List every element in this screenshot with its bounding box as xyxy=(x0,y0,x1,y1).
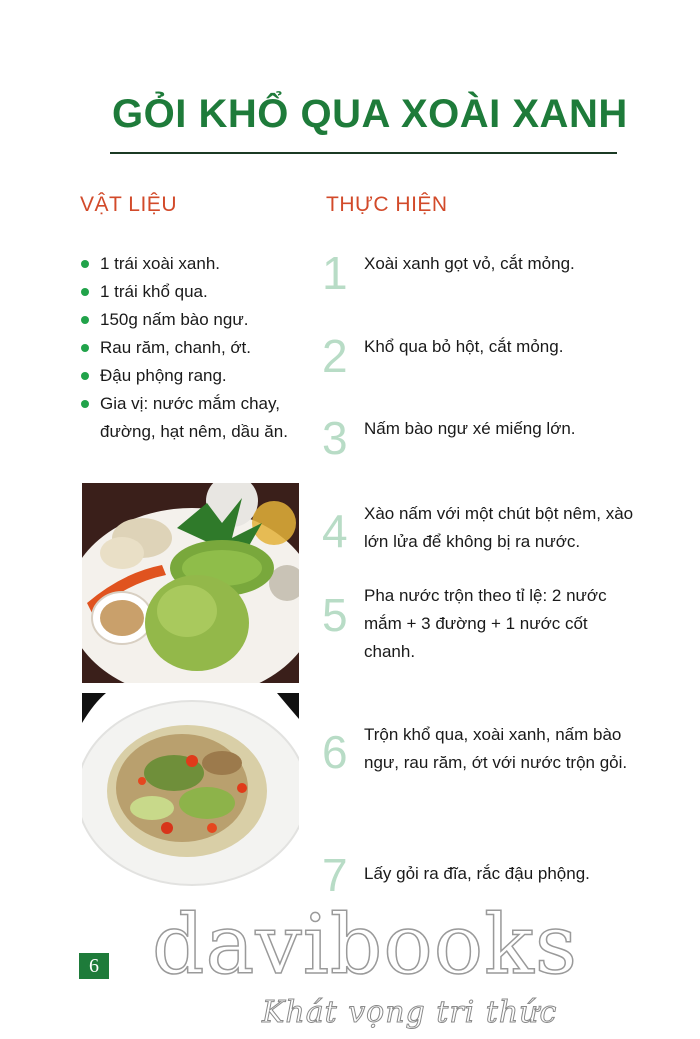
ingredient-item: Rau răm, chanh, ớt. xyxy=(80,334,300,362)
ingredients-list xyxy=(80,250,300,446)
salad-photo xyxy=(82,693,299,886)
ingredient-item: 150g nấm bào ngư. xyxy=(80,306,300,334)
step-number: 4 xyxy=(322,505,348,557)
ingredients-heading: VẬT LIỆU xyxy=(80,193,177,216)
ingredients-photo xyxy=(82,483,299,683)
watermark-tagline: Khát vọng tri thức xyxy=(262,995,558,1030)
step-text: Trộn khổ qua, xoài xanh, nấm bào ngư, rau răm, ớt với nước trộn gỏi. xyxy=(364,725,628,772)
recipe-title: GỎI KHỔ QUA XOÀI XANH xyxy=(112,92,628,136)
step-number: 2 xyxy=(322,330,348,382)
step-text: Lấy gỏi ra đĩa, rắc đậu phộng. xyxy=(364,864,590,883)
title-divider xyxy=(110,152,617,154)
step-text: Nấm bào ngư xé miếng lớn. xyxy=(364,419,576,438)
step-text: Xào nấm với một chút bột nêm, xào lớn lửa để không bị ra nước. xyxy=(364,504,634,551)
ingredients-illustration xyxy=(82,483,299,683)
page-number: 6 xyxy=(79,953,109,979)
ingredient-item: Đậu phộng rang. xyxy=(80,362,300,390)
step-number: 3 xyxy=(322,412,348,464)
salad-illustration xyxy=(82,693,299,886)
step-number: 7 xyxy=(322,849,348,901)
step-number: 5 xyxy=(322,589,348,641)
step-text: Xoài xanh gọt vỏ, cắt mỏng. xyxy=(364,254,575,273)
step-number: 1 xyxy=(322,247,348,299)
step-text: Pha nước trộn theo tỉ lệ: 2 nước mắm + 3 đường + 1 nước cốt chanh. xyxy=(364,586,607,661)
step-text: Khổ qua bỏ hột, cắt mỏng. xyxy=(364,337,564,356)
ingredient-item: 1 trái xoài xanh. xyxy=(80,250,300,278)
ingredient-item: 1 trái khổ qua. xyxy=(80,278,300,306)
ingredient-item: Gia vị: nước mắm chay, đường, hạt nêm, dầu ăn. xyxy=(80,390,300,446)
step-number: 6 xyxy=(322,726,348,778)
watermark-brand: davibooks xyxy=(152,898,578,993)
steps-heading: THỰC HIỆN xyxy=(326,193,448,216)
